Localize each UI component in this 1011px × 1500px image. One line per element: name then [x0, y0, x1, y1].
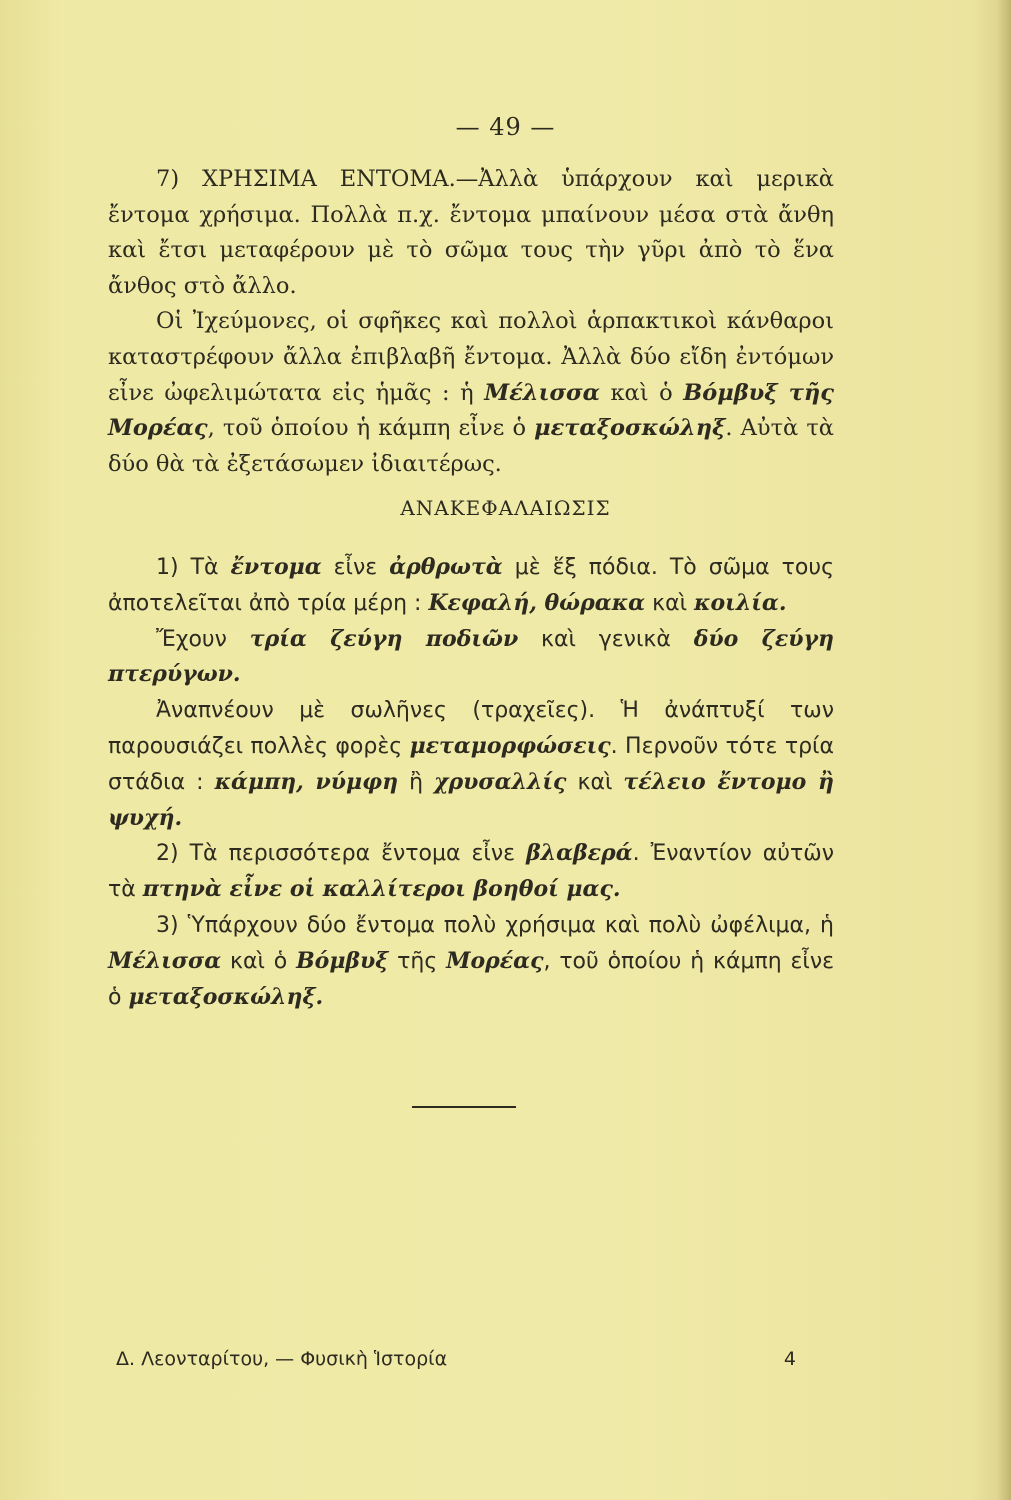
summary-block [108, 550, 834, 1015]
text-run: Ἀναπνέουν μὲ σωλῆνες (τραχεῖες). Ἡ ἀνάπτυξί των παρουσιάζει πολλὲς φορὲς [108, 698, 834, 759]
text-run: μὲ ἕξ πόδια. Τὸ σῶμα τους ἀποτελεῖται ἀπὸ τρία μέρη : [108, 555, 834, 616]
term-insects: ἔντομα [230, 554, 322, 580]
text-run: καὶ [566, 769, 624, 795]
term-silkworm: μεταξοσκώληξ [534, 415, 726, 442]
text-run: Ἔχουν [156, 626, 250, 652]
paragraph-beneficial-species [108, 304, 834, 482]
summary-item-1 [108, 550, 834, 622]
text-run: , τοῦ ὁποίου ἡ κάμπη εἶνε ὁ [207, 415, 535, 442]
text-run: καὶ [645, 590, 695, 616]
text-run: καὶ ὁ [221, 948, 297, 974]
term-legs: τρία ζεύγη ποδιῶν [249, 625, 519, 652]
text-run: . Περνοῦν τότε τρία στάδια : [108, 733, 834, 795]
term-bombyx: Βόμβυξ [296, 947, 389, 974]
text-run: καὶ γενικὰ [518, 626, 694, 652]
page-number: — 49 — [455, 113, 556, 141]
text-run: ἢ [398, 769, 435, 795]
summary-item-2 [108, 836, 834, 908]
summary-item-3 [108, 908, 834, 1015]
paragraph-useful-insects-intro [108, 162, 834, 304]
text-run: . Αὐτὰ τὰ δύο θὰ τὰ ἐξετάσωμεν ἰδιαιτέρως. [108, 415, 834, 477]
summary-item-legs-wings [108, 622, 834, 694]
text-run: 1) Τὰ [156, 555, 231, 580]
text-run: Οἱ Ἰχεύμονες, οἱ σφῆκες καὶ πολλοὶ ἁρπακτικοὶ κάνθαροι καταστρέφουν ἄλλα ἐπιβλαβῆ ἔντομα. Ἀλλὰ δύο εἴδη ἐντόμων εἶνε ὠφελιμώτατα εἰς ἡμᾶς : ἡ [108, 308, 834, 406]
footer-author-title: Δ. Λεονταρίτου, — Φυσικὴ Ἱστορία [116, 1348, 448, 1370]
term-wings: δύο ζεύγη πτερύγων. [108, 625, 834, 688]
text-run: 3) Ὑπάρχουν δύο ἔντομα πολὺ χρήσιμα καὶ πολὺ ὠφέλιμα, ἡ [156, 912, 834, 938]
summary-heading: ΑΝΑΚΕΦΑΛΑΙΩΣΙΣ [400, 496, 611, 520]
section-useful-insects [108, 162, 834, 482]
page-edge-shadow [997, 0, 1011, 1500]
term-birds-helpers: πτηνὰ εἶνε οἱ καλλίτεροι βοηθοί μας. [142, 876, 621, 903]
term-head-thorax: Κεφαλή, θώρακα [428, 589, 646, 616]
section-lead: ΧΡΗΣΙΜΑ ΕΝΤΟΜΑ. [202, 166, 456, 192]
term-chrysalis: χρυσαλλίς [434, 768, 567, 795]
text-run: καὶ ὁ [599, 379, 684, 406]
term-bee: Μέλισσα [484, 379, 600, 406]
term-harmful: βλαβερά [526, 840, 633, 867]
term-bee: Μέλισσα [108, 947, 222, 974]
term-arthropods: ἀρθρωτὰ [389, 554, 503, 580]
term-larva-nymph: κάμπη, νύμφη [214, 768, 399, 795]
text-run: τῆς [388, 948, 447, 974]
text-run: , τοῦ ὁποίου ἡ κάμπη εἶνε ὁ [108, 948, 835, 1010]
term-adult-insect: τέλειο ἔντομο ἢ ψυχή. [108, 768, 834, 831]
text-run: εἶνε [321, 555, 390, 580]
footer-signature-number: 4 [783, 1348, 796, 1370]
item-number: 7) [156, 166, 202, 192]
text-run: . Ἐναντίον αὐτῶν τὰ [108, 841, 834, 903]
text-run: 2) Τὰ περισσότερα ἔντομα εἶνε [156, 841, 527, 867]
term-silkworm: μεταξοσκώληξ. [128, 983, 324, 1010]
paragraph-text: —Ἀλλὰ ὑπάρχουν καὶ μερικὰ ἔντομα χρήσιμα. Πολλὰ π.χ. ἔντομα μπαίνουν μέσα στὰ ἄνθη καὶ ἔτσι μεταφέρουν μὲ τὸ σῶμα τους τὴν γῦρι ἀπὸ τὸ ἕνα ἄνθος στὸ ἄλλο. [108, 166, 834, 299]
term-morea: Μορέας [446, 947, 544, 974]
term-silkworm-moth: Βόμβυξ τῆς Μορέας [108, 379, 834, 442]
term-abdomen: κοιλία. [694, 589, 787, 616]
section-divider [412, 1106, 516, 1108]
term-metamorphoses: μεταμορφώσεις [409, 732, 611, 759]
summary-item-respiration [108, 693, 834, 836]
